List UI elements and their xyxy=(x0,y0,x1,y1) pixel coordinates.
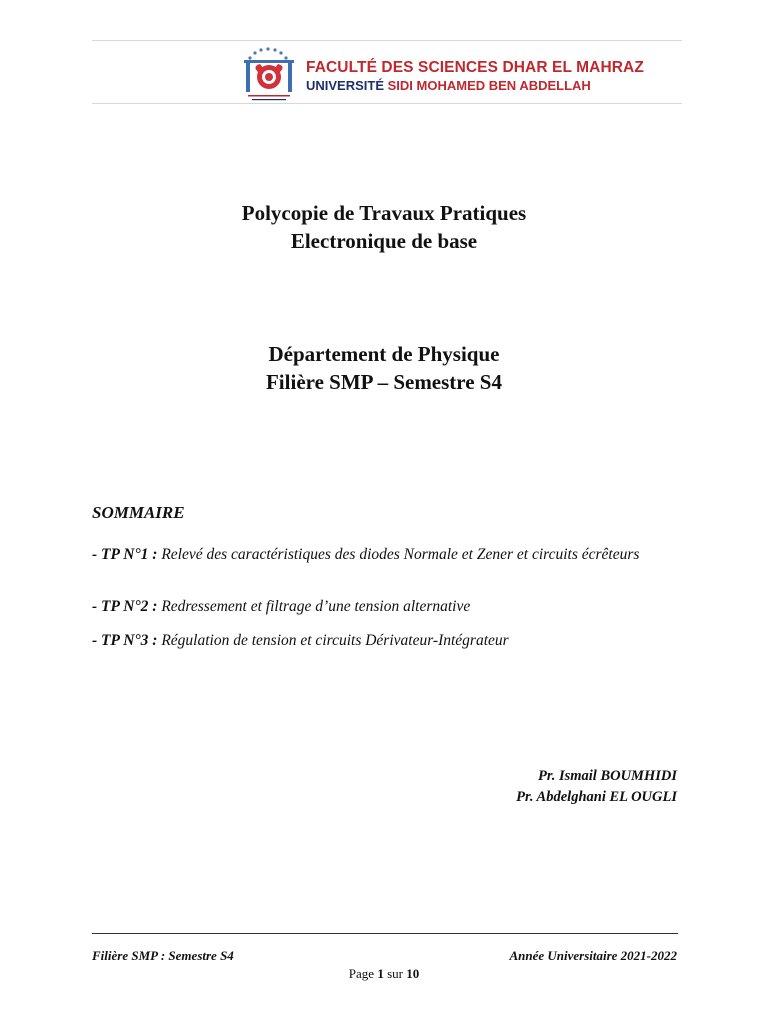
sommaire-heading: SOMMAIRE xyxy=(92,503,185,522)
authors-block xyxy=(516,766,677,808)
title-line-2: Electronique de base xyxy=(290,229,478,253)
author-1: Pr. Ismail BOUMHIDI xyxy=(538,768,677,784)
tp-label: - TP N°3 : xyxy=(92,632,158,649)
department-block xyxy=(0,340,768,396)
page-of: sur xyxy=(387,966,403,981)
tp-label: - TP N°1 : xyxy=(92,546,158,563)
document-title xyxy=(0,199,768,255)
page-word: Page xyxy=(348,966,375,981)
tp-text: Redressement et filtrage d’une tension alternative xyxy=(161,598,471,615)
tp-item-3 xyxy=(92,631,678,650)
tp-item-1 xyxy=(92,545,678,564)
department-line-2: Filière SMP – Semestre S4 xyxy=(265,370,502,394)
title-line-1: Polycopie de Travaux Pratiques xyxy=(241,201,527,225)
tp-text: Relevé des caractéristiques des diodes Normale et Zener et circuits écrêteurs xyxy=(161,546,640,563)
faculty-name: FACULTÉ DES SCIENCES DHAR EL MAHRAZ xyxy=(306,59,644,76)
page-current: 1 xyxy=(377,966,384,981)
author-2: Pr. Abdelghani EL OUGLI xyxy=(516,789,677,805)
tp-label: - TP N°2 : xyxy=(92,598,158,615)
footer-program: Filière SMP : Semestre S4 xyxy=(92,948,234,963)
university-title: SIDI MOHAMED BEN ABDELLAH xyxy=(387,78,591,93)
university-name xyxy=(306,78,591,93)
university-prefix: UNIVERSITÉ xyxy=(306,78,385,93)
page-total: 10 xyxy=(406,966,420,981)
tp-text: Régulation de tension et circuits Dérivateur-Intégrateur xyxy=(161,632,509,649)
university-logo-icon xyxy=(238,44,300,104)
department-line-1: Département de Physique xyxy=(268,342,500,366)
footer-year: Année Universitaire 2021-2022 xyxy=(509,948,677,963)
page-number xyxy=(0,966,768,982)
footer-divider xyxy=(92,933,678,934)
tp-item-2 xyxy=(92,597,678,616)
